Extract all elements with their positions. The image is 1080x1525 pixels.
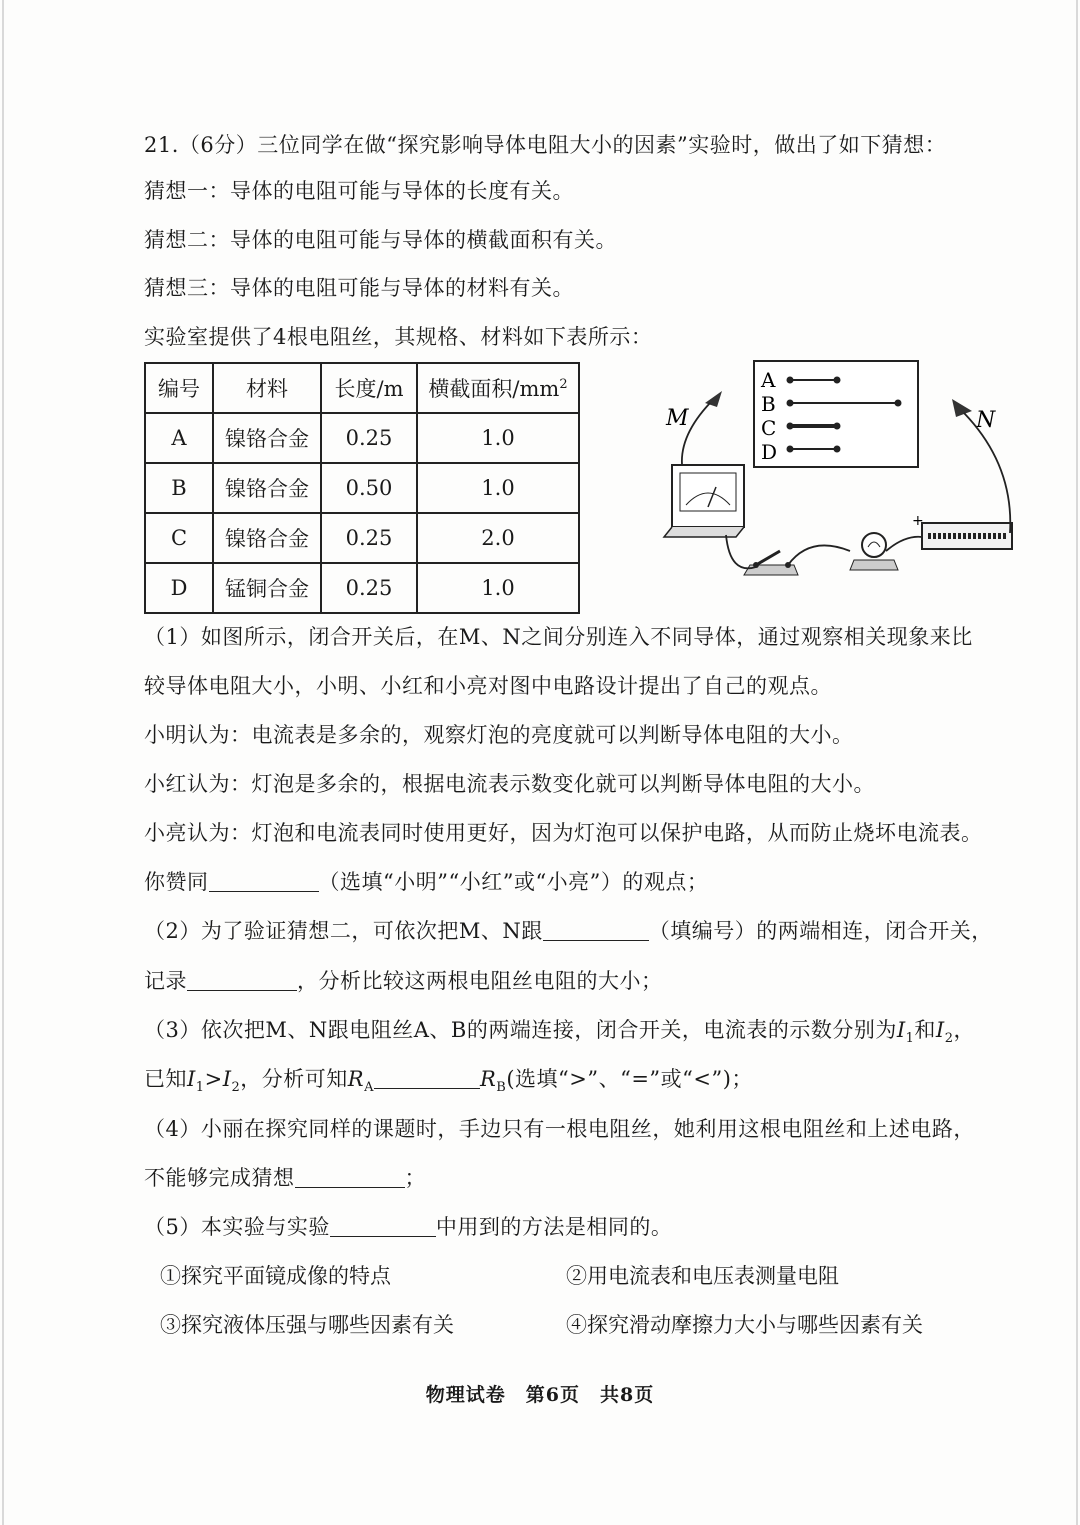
part5-line [144, 1212, 672, 1242]
part4-line1: （4）小丽在探究同样的课题时，手边只有一根电阻丝，她利用这根电阻丝和上述电路， [144, 1117, 975, 1141]
part2-suffix: （填编号）的两端相连，闭合开关， [648, 919, 993, 943]
cell-area: 1.0 [417, 413, 579, 463]
part3-line1 [144, 1015, 975, 1054]
terminal-m-label: M [666, 406, 689, 431]
bulb [850, 533, 898, 570]
table-row [145, 513, 579, 563]
answer-blank-1[interactable] [209, 869, 319, 892]
part2-prefix: （2）为了验证猜想二，可依次把M、N跟 [144, 919, 543, 943]
part2-record: 记录 [144, 969, 187, 993]
part3-analysis: ，分析可知 [240, 1067, 348, 1091]
part4-suffix: ； [404, 1166, 426, 1190]
cell-id: D [145, 563, 213, 613]
table-row [145, 563, 579, 613]
footer-total: 共8页 [600, 1384, 655, 1406]
terminal-n-label: N [976, 408, 996, 433]
table-row [145, 413, 579, 463]
part1-ask-suffix: （选填“小明”“小红”或“小亮”）的观点； [318, 870, 709, 894]
cell-id: B [145, 463, 213, 513]
battery [912, 513, 1012, 549]
cell-length: 0.25 [321, 413, 417, 463]
header-length: 长度/m [321, 363, 417, 413]
answer-blank-5[interactable] [295, 1165, 405, 1188]
resistance-sub-a: A [364, 1080, 374, 1096]
part3-line2 [144, 1064, 753, 1103]
current-symbol: I [222, 1067, 232, 1091]
current-sub-2: 2 [231, 1080, 241, 1096]
cell-material: 镍铬合金 [213, 413, 321, 463]
resistance-symbol: R [479, 1067, 497, 1091]
part2-analysis: ，分析比较这两根电阻丝电阻的大小； [297, 969, 663, 993]
header-area: 横截面积$/mm^2$ [417, 363, 579, 413]
part5-suffix: 中用到的方法是相同的。 [435, 1215, 673, 1239]
part3-gt: > [204, 1067, 223, 1091]
cell-area: 1.0 [417, 463, 579, 513]
option-3: ③探究液体压强与哪些因素有关 [160, 1313, 454, 1337]
option-1: ①探究平面镜成像的特点 [160, 1264, 391, 1288]
cell-area: 2.0 [417, 513, 579, 563]
lab-intro: 实验室提供了4根电阻丝，其规格、材料如下表所示： [144, 325, 653, 349]
part3-known: 已知 [144, 1067, 187, 1091]
part2-line2 [144, 966, 663, 996]
answer-blank-2[interactable] [543, 918, 649, 941]
current-sub-1: 1 [905, 1031, 915, 1047]
wire-label-b: B [761, 392, 776, 416]
part3-comma: ， [953, 1018, 975, 1042]
cell-material: 镍铬合金 [213, 463, 321, 513]
part3-prefix: （3）依次把M、N跟电阻丝A、B的两端连接，闭合开关，电流表的示数分别为 [144, 1018, 897, 1042]
option-4: ④探究滑动摩擦力大小与哪些因素有关 [566, 1313, 923, 1337]
table-row [145, 463, 579, 513]
current-symbol: I [896, 1018, 906, 1042]
part5-prefix: （5）本实验与实验 [144, 1215, 330, 1239]
guess-one: 猜想一：导体的电阻可能与导体的长度有关。 [144, 179, 574, 203]
cell-length: 0.50 [321, 463, 417, 513]
answer-blank-3[interactable] [187, 968, 297, 991]
current-sub-1: 1 [195, 1080, 205, 1096]
header-material: 材料 [213, 363, 321, 413]
xiaoming-view: 小明认为：电流表是多余的，观察灯泡的亮度就可以判断导体电阻的大小。 [144, 723, 854, 747]
resistance-wire-table [144, 362, 580, 614]
xiaoliang-view: 小亮认为：灯泡和电流表同时使用更好，因为灯泡可以保护电路，从而防止烧坏电流表。 [144, 821, 983, 845]
scan-left-edge [2, 0, 4, 1525]
part2-line1 [144, 916, 993, 946]
footer-subject: 物理试卷 [425, 1384, 506, 1406]
wire-label-c: C [761, 416, 777, 440]
part1-question [144, 867, 708, 897]
clip-n [952, 399, 972, 417]
footer-page: 第6页 [525, 1384, 580, 1406]
current-symbol: I [935, 1018, 945, 1042]
cell-length: 0.25 [321, 563, 417, 613]
guess-three: 猜想三：导体的电阻可能与导体的材料有关。 [144, 276, 574, 300]
page-footer [0, 1380, 1080, 1407]
question-intro: 21.（6分）三位同学在做“探究影响导体电阻大小的因素”实验时，做出了如下猜想： [144, 133, 947, 157]
answer-blank-6[interactable] [330, 1214, 436, 1237]
part3-and: 和 [914, 1018, 936, 1042]
answer-blank-4[interactable] [374, 1066, 480, 1089]
circuit-figure [660, 355, 1030, 595]
wire-label-a: A [761, 368, 776, 392]
scan-right-edge [1076, 0, 1078, 1525]
cell-area: 1.0 [417, 563, 579, 613]
cell-material: 锰铜合金 [213, 563, 321, 613]
part1-line2: 较导体电阻大小，小明、小红和小亮对图中电路设计提出了自己的观点。 [144, 674, 832, 698]
part4-line2 [144, 1163, 426, 1193]
cell-length: 0.25 [321, 513, 417, 563]
part4-prefix: 不能够完成猜想 [144, 1166, 295, 1190]
header-id: 编号 [145, 363, 213, 413]
resistance-symbol: R [347, 1067, 365, 1091]
ammeter [664, 465, 744, 537]
current-symbol: I [187, 1067, 196, 1091]
part1-ask-prefix: 你赞同 [144, 870, 209, 894]
guess-two: 猜想二：导体的电阻可能与导体的横截面积有关。 [144, 228, 617, 252]
wire-label-d: D [761, 440, 778, 464]
cell-id: A [145, 413, 213, 463]
part1-line1: （1）如图所示，闭合开关后，在M、N之间分别连入不同导体，通过观察相关现象来比 [144, 625, 973, 649]
cell-id: C [145, 513, 213, 563]
table-header-row [145, 363, 579, 413]
cell-material: 镍铬合金 [213, 513, 321, 563]
part3-tail: (选填“>”、“=”或“<”)； [506, 1067, 753, 1091]
resistance-sub-b: B [496, 1080, 507, 1096]
current-sub-2: 2 [944, 1031, 954, 1047]
option-2: ②用电流表和电压表测量电阻 [566, 1264, 839, 1288]
svg-text:+: + [912, 513, 924, 529]
xiaohong-view: 小红认为：灯泡是多余的，根据电流表示数变化就可以判断导体电阻的大小。 [144, 772, 875, 796]
